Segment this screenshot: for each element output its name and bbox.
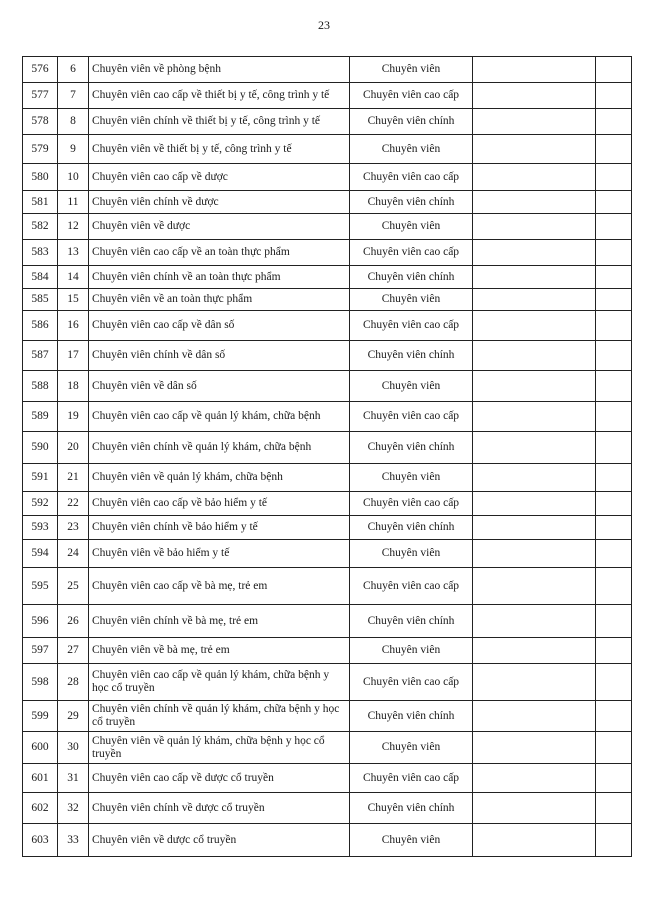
row-number: 21	[58, 464, 89, 492]
position-name: Chuyên viên chính về an toàn thực phẩm	[89, 266, 350, 289]
table-row	[23, 824, 632, 857]
empty-cell	[473, 164, 596, 191]
row-number: 8	[58, 109, 89, 135]
empty-cell	[473, 311, 596, 341]
row-number: 25	[58, 568, 89, 605]
position-name: Chuyên viên cao cấp về dược	[89, 164, 350, 191]
position-name: Chuyên viên về dân số	[89, 371, 350, 402]
position-table	[22, 56, 632, 857]
position-name: Chuyên viên cao cấp về quản lý khám, chữa bệnh	[89, 402, 350, 432]
empty-cell	[596, 191, 632, 214]
position-name: Chuyên viên cao cấp về bà mẹ, trẻ em	[89, 568, 350, 605]
empty-cell	[596, 764, 632, 793]
row-number: 13	[58, 240, 89, 266]
page-number: 23	[318, 18, 330, 32]
row-number: 7	[58, 83, 89, 109]
row-number: 15	[58, 289, 89, 311]
empty-cell	[596, 135, 632, 164]
empty-cell	[473, 793, 596, 824]
row-index: 590	[23, 432, 58, 464]
empty-cell	[473, 83, 596, 109]
position-rank: Chuyên viên chính	[350, 109, 473, 135]
row-index: 597	[23, 638, 58, 664]
row-index: 596	[23, 605, 58, 638]
position-rank: Chuyên viên	[350, 57, 473, 83]
empty-cell	[473, 492, 596, 516]
position-name: Chuyên viên về an toàn thực phẩm	[89, 289, 350, 311]
empty-cell	[596, 664, 632, 701]
position-rank: Chuyên viên chính	[350, 191, 473, 214]
table-row	[23, 164, 632, 191]
table-row	[23, 402, 632, 432]
empty-cell	[596, 164, 632, 191]
position-rank: Chuyên viên chính	[350, 432, 473, 464]
row-index: 587	[23, 341, 58, 371]
row-number: 18	[58, 371, 89, 402]
empty-cell	[473, 57, 596, 83]
empty-cell	[596, 311, 632, 341]
empty-cell	[473, 371, 596, 402]
row-number: 17	[58, 341, 89, 371]
row-index: 599	[23, 701, 58, 732]
position-rank: Chuyên viên cao cấp	[350, 402, 473, 432]
position-name: Chuyên viên cao cấp về an toàn thực phẩm	[89, 240, 350, 266]
row-index: 592	[23, 492, 58, 516]
table-row	[23, 568, 632, 605]
row-index: 589	[23, 402, 58, 432]
empty-cell	[473, 732, 596, 764]
position-rank: Chuyên viên chính	[350, 701, 473, 732]
table-row	[23, 135, 632, 164]
empty-cell	[596, 371, 632, 402]
position-name: Chuyên viên về bà mẹ, trẻ em	[89, 638, 350, 664]
position-name: Chuyên viên chính về dược cổ truyền	[89, 793, 350, 824]
empty-cell	[473, 402, 596, 432]
position-rank: Chuyên viên cao cấp	[350, 664, 473, 701]
table-body	[23, 57, 632, 857]
row-number: 31	[58, 764, 89, 793]
row-index: 591	[23, 464, 58, 492]
empty-cell	[473, 568, 596, 605]
table-row	[23, 464, 632, 492]
empty-cell	[473, 638, 596, 664]
table-row	[23, 605, 632, 638]
position-name: Chuyên viên cao cấp về bảo hiểm y tế	[89, 492, 350, 516]
row-index: 603	[23, 824, 58, 857]
row-index: 576	[23, 57, 58, 83]
empty-cell	[596, 540, 632, 568]
position-name: Chuyên viên về phòng bệnh	[89, 57, 350, 83]
row-index: 585	[23, 289, 58, 311]
empty-cell	[473, 664, 596, 701]
empty-cell	[473, 824, 596, 857]
empty-cell	[473, 516, 596, 540]
row-index: 577	[23, 83, 58, 109]
row-index: 586	[23, 311, 58, 341]
empty-cell	[596, 492, 632, 516]
empty-cell	[473, 764, 596, 793]
empty-cell	[473, 191, 596, 214]
position-name: Chuyên viên về thiết bị y tế, công trình y tế	[89, 135, 350, 164]
position-rank: Chuyên viên cao cấp	[350, 83, 473, 109]
position-rank: Chuyên viên	[350, 289, 473, 311]
position-rank: Chuyên viên	[350, 638, 473, 664]
empty-cell	[473, 464, 596, 492]
empty-cell	[596, 568, 632, 605]
empty-cell	[596, 57, 632, 83]
position-name: Chuyên viên chính về dược	[89, 191, 350, 214]
position-name: Chuyên viên chính về bảo hiểm y tế	[89, 516, 350, 540]
table-row	[23, 266, 632, 289]
position-rank: Chuyên viên cao cấp	[350, 164, 473, 191]
row-number: 23	[58, 516, 89, 540]
position-rank: Chuyên viên	[350, 732, 473, 764]
table-row	[23, 109, 632, 135]
table-row	[23, 793, 632, 824]
position-name: Chuyên viên chính về quản lý khám, chữa bệnh y học cổ truyền	[89, 701, 350, 732]
position-rank: Chuyên viên chính	[350, 605, 473, 638]
position-rank: Chuyên viên cao cấp	[350, 568, 473, 605]
position-rank: Chuyên viên	[350, 135, 473, 164]
position-rank: Chuyên viên cao cấp	[350, 764, 473, 793]
table-row	[23, 540, 632, 568]
empty-cell	[473, 135, 596, 164]
row-index: 578	[23, 109, 58, 135]
position-rank: Chuyên viên chính	[350, 793, 473, 824]
position-name: Chuyên viên về quản lý khám, chữa bệnh y học cổ truyền	[89, 732, 350, 764]
position-rank: Chuyên viên cao cấp	[350, 492, 473, 516]
empty-cell	[596, 701, 632, 732]
row-number: 26	[58, 605, 89, 638]
row-number: 33	[58, 824, 89, 857]
row-index: 581	[23, 191, 58, 214]
row-index: 601	[23, 764, 58, 793]
table-row	[23, 516, 632, 540]
table-row	[23, 240, 632, 266]
position-name: Chuyên viên cao cấp về thiết bị y tế, công trình y tế	[89, 83, 350, 109]
row-index: 579	[23, 135, 58, 164]
position-name: Chuyên viên chính về thiết bị y tế, công trình y tế	[89, 109, 350, 135]
row-number: 22	[58, 492, 89, 516]
table-row	[23, 311, 632, 341]
table-row	[23, 341, 632, 371]
row-number: 28	[58, 664, 89, 701]
position-name: Chuyên viên chính về dân số	[89, 341, 350, 371]
table-row	[23, 57, 632, 83]
table-row	[23, 83, 632, 109]
table-row	[23, 638, 632, 664]
table-row	[23, 701, 632, 732]
row-number: 32	[58, 793, 89, 824]
row-index: 594	[23, 540, 58, 568]
row-index: 588	[23, 371, 58, 402]
empty-cell	[473, 109, 596, 135]
table-row	[23, 432, 632, 464]
empty-cell	[473, 240, 596, 266]
empty-cell	[473, 341, 596, 371]
empty-cell	[596, 793, 632, 824]
position-rank: Chuyên viên chính	[350, 266, 473, 289]
position-rank: Chuyên viên	[350, 464, 473, 492]
row-number: 11	[58, 191, 89, 214]
empty-cell	[473, 540, 596, 568]
empty-cell	[596, 516, 632, 540]
table-row	[23, 289, 632, 311]
row-index: 602	[23, 793, 58, 824]
position-rank: Chuyên viên	[350, 540, 473, 568]
position-rank: Chuyên viên chính	[350, 516, 473, 540]
empty-cell	[473, 432, 596, 464]
row-number: 20	[58, 432, 89, 464]
position-name: Chuyên viên chính về bà mẹ, trẻ em	[89, 605, 350, 638]
row-index: 595	[23, 568, 58, 605]
position-name: Chuyên viên cao cấp về quản lý khám, chữa bệnh y học cổ truyền	[89, 664, 350, 701]
empty-cell	[596, 638, 632, 664]
row-number: 19	[58, 402, 89, 432]
position-rank: Chuyên viên	[350, 824, 473, 857]
empty-cell	[473, 266, 596, 289]
row-index: 593	[23, 516, 58, 540]
empty-cell	[596, 605, 632, 638]
empty-cell	[596, 266, 632, 289]
row-number: 9	[58, 135, 89, 164]
table-row	[23, 191, 632, 214]
row-number: 12	[58, 214, 89, 240]
row-index: 584	[23, 266, 58, 289]
position-name: Chuyên viên về bảo hiểm y tế	[89, 540, 350, 568]
position-rank: Chuyên viên chính	[350, 341, 473, 371]
row-index: 580	[23, 164, 58, 191]
empty-cell	[596, 464, 632, 492]
row-number: 29	[58, 701, 89, 732]
table-row	[23, 214, 632, 240]
empty-cell	[596, 83, 632, 109]
position-name: Chuyên viên về quản lý khám, chữa bệnh	[89, 464, 350, 492]
empty-cell	[596, 432, 632, 464]
table-row	[23, 732, 632, 764]
row-index: 598	[23, 664, 58, 701]
position-name: Chuyên viên về dược	[89, 214, 350, 240]
empty-cell	[596, 289, 632, 311]
empty-cell	[473, 605, 596, 638]
empty-cell	[473, 214, 596, 240]
position-rank: Chuyên viên cao cấp	[350, 311, 473, 341]
empty-cell	[596, 402, 632, 432]
position-rank: Chuyên viên cao cấp	[350, 240, 473, 266]
position-name: Chuyên viên cao cấp về dược cổ truyền	[89, 764, 350, 793]
row-index: 582	[23, 214, 58, 240]
position-rank: Chuyên viên	[350, 371, 473, 402]
empty-cell	[596, 732, 632, 764]
empty-cell	[473, 701, 596, 732]
position-rank: Chuyên viên	[350, 214, 473, 240]
empty-cell	[596, 109, 632, 135]
row-index: 583	[23, 240, 58, 266]
position-name: Chuyên viên cao cấp về dân số	[89, 311, 350, 341]
empty-cell	[596, 824, 632, 857]
position-name: Chuyên viên chính về quản lý khám, chữa bệnh	[89, 432, 350, 464]
row-number: 16	[58, 311, 89, 341]
empty-cell	[473, 289, 596, 311]
empty-cell	[596, 341, 632, 371]
table-row	[23, 664, 632, 701]
table-row	[23, 371, 632, 402]
row-number: 27	[58, 638, 89, 664]
table-row	[23, 492, 632, 516]
row-number: 14	[58, 266, 89, 289]
table-row	[23, 764, 632, 793]
row-number: 24	[58, 540, 89, 568]
row-number: 10	[58, 164, 89, 191]
row-index: 600	[23, 732, 58, 764]
empty-cell	[596, 214, 632, 240]
position-name: Chuyên viên về dược cổ truyền	[89, 824, 350, 857]
empty-cell	[596, 240, 632, 266]
row-number: 6	[58, 57, 89, 83]
row-number: 30	[58, 732, 89, 764]
